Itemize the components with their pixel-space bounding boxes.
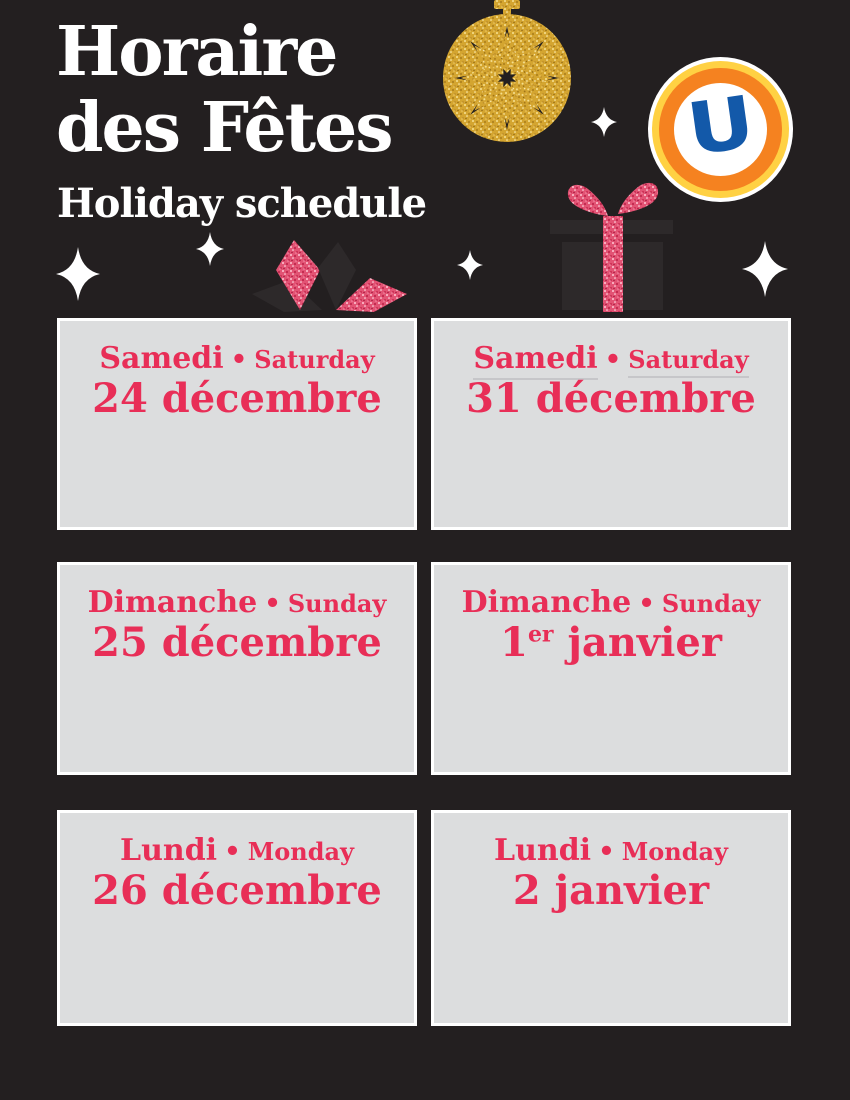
title-line-1: Horaire xyxy=(56,12,337,92)
card-date: 25 décembre xyxy=(92,619,382,666)
poinsettia-icon xyxy=(250,238,410,314)
card-date: 1er janvier xyxy=(500,619,722,666)
page-title xyxy=(56,12,392,169)
sparkle-icon xyxy=(457,250,483,280)
sparkle-icon xyxy=(56,247,100,301)
bauble-ornament-icon xyxy=(440,0,575,148)
card-separator: • xyxy=(638,589,655,619)
card-date: 31 décembre xyxy=(466,375,756,422)
sparkle-icon xyxy=(591,107,617,137)
card-date: 26 décembre xyxy=(92,867,382,914)
card-sun-dec-25 xyxy=(57,562,417,775)
card-sun-jan-1 xyxy=(431,562,791,775)
card-separator: • xyxy=(598,837,615,867)
card-day-label xyxy=(434,342,788,375)
card-day-fr: Lundi xyxy=(493,833,592,868)
card-sat-dec-31 xyxy=(431,318,791,530)
card-separator: • xyxy=(264,589,281,619)
logo-letter: U xyxy=(681,80,760,173)
card-day-fr: Dimanche xyxy=(461,585,632,620)
card-day-fr: Samedi xyxy=(99,341,224,376)
title-line-2: des Fêtes xyxy=(56,88,392,169)
card-mon-jan-2 xyxy=(431,810,791,1026)
card-separator: • xyxy=(604,345,622,375)
card-day-label xyxy=(60,342,414,375)
sparkle-icon xyxy=(196,232,224,266)
card-day-fr: Lundi xyxy=(119,833,218,868)
card-mon-dec-26 xyxy=(57,810,417,1026)
card-day-en: Saturday xyxy=(254,345,375,374)
card-day-fr: Samedi xyxy=(473,341,597,380)
card-day-en: Monday xyxy=(621,837,729,866)
page-subtitle: Holiday schedule xyxy=(57,180,427,227)
sparkle-icon xyxy=(742,241,788,297)
card-day-label xyxy=(60,586,414,619)
card-day-label xyxy=(434,834,788,867)
card-day-label xyxy=(434,586,788,619)
card-sat-dec-24 xyxy=(57,318,417,530)
gift-icon xyxy=(540,178,680,318)
card-day-en: Saturday xyxy=(628,345,748,378)
card-separator: • xyxy=(224,837,241,867)
card-date: 24 décembre xyxy=(92,375,382,422)
card-day-en: Sunday xyxy=(661,589,761,618)
logo-center xyxy=(674,80,767,176)
card-day-en: Sunday xyxy=(287,589,387,618)
card-day-fr: Dimanche xyxy=(87,585,258,620)
card-day-en: Monday xyxy=(247,837,355,866)
card-separator: • xyxy=(230,345,248,375)
card-date: 2 janvier xyxy=(512,867,710,914)
card-day-label xyxy=(60,834,414,867)
